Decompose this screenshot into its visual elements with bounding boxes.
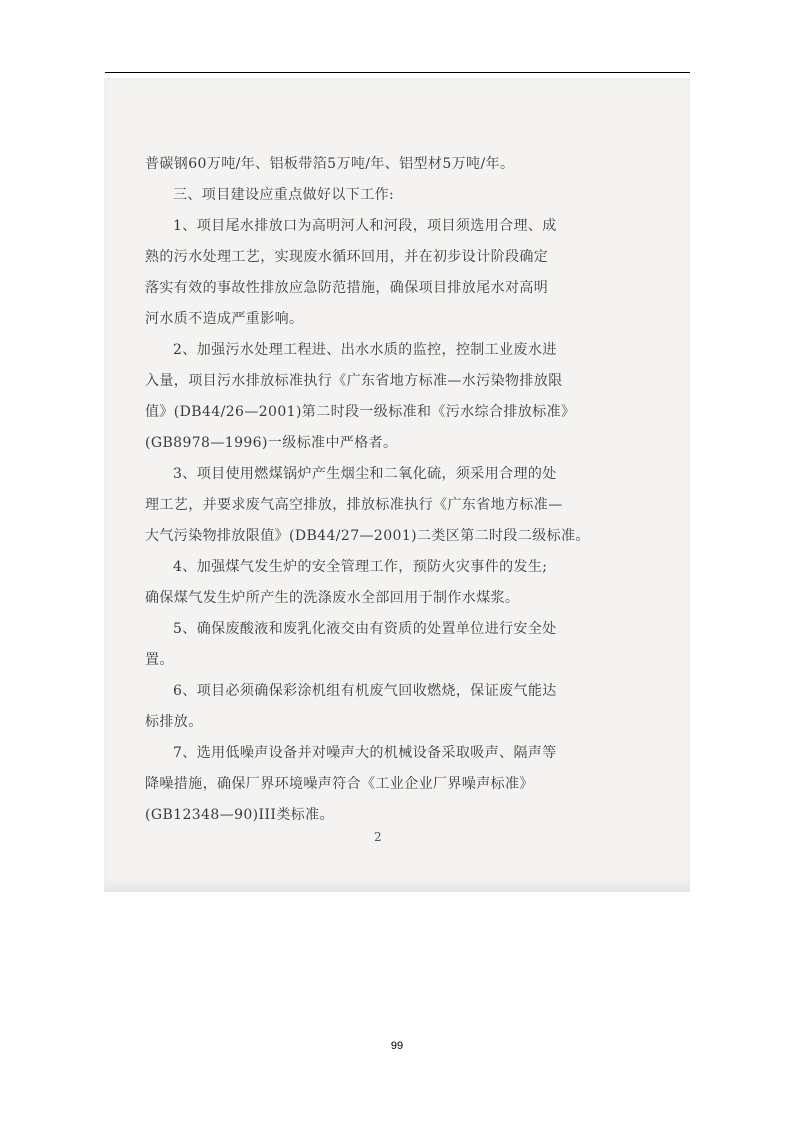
text-line: 3、项目使用燃煤锅炉产生烟尘和二氧化硫，须采用合理的处 [173, 466, 557, 482]
header-rule [105, 72, 690, 73]
text-line: 入量，项目污水排放标准执行《广东省地方标准—水污染物排放限 [145, 373, 563, 389]
text-line: 熟的污水处理工艺，实现废水循环回用，并在初步设计阶段确定 [145, 249, 549, 265]
scan-bottom-edge [104, 878, 690, 892]
text-line: 5、确保废酸液和废乳化液交由有资质的处置单位进行安全处 [173, 621, 557, 637]
text-line: 落实有效的事故性排放应急防范措施，确保项目排放尾水对高明 [145, 280, 549, 296]
text-line: (GB8978—1996)一级标准中严格者。 [145, 435, 398, 451]
text-line: 降噪措施，确保厂界环境噪声符合《工业企业厂界噪声标准》 [145, 776, 534, 792]
text-line: 理工艺，并要求废气高空排放，排放标准执行《广东省地方标准— [145, 497, 563, 513]
text-line: 标排放。 [145, 714, 203, 730]
text-line: (GB12348—90)III类标准。 [145, 807, 334, 823]
text-line: 河水质不造成严重影响。 [145, 311, 304, 327]
text-line: 7、选用低噪声设备并对噪声大的机械设备采取吸声、隔声等 [173, 745, 557, 761]
text-line: 确保煤气发生炉所产生的洗涤废水全部回用于制作水煤浆。 [145, 590, 520, 606]
page-number: 99 [390, 1040, 404, 1052]
text-line: 2、加强污水处理工程进、出水水质的监控，控制工业废水进 [173, 342, 557, 358]
text-line: 大气污染物排放限值》(DB44/27—2001)二类区第二时段二级标准。 [145, 528, 590, 544]
scanned-text-block [145, 149, 665, 831]
text-line: 普碳钢60万吨/年、铝板带箔5万吨/年、铝型材5万吨/年。 [145, 156, 515, 172]
section-heading: 三、项目建设应重点做好以下工作: [173, 187, 395, 203]
text-line: 1、项目尾水排放口为高明河人和河段，项目须选用合理、成 [173, 218, 557, 234]
scanned-document-image [104, 78, 690, 892]
text-line: 置。 [145, 652, 174, 668]
text-line: 值》(DB44/26—2001)第二时段一级标准和《污水综合排放标准》 [145, 404, 576, 420]
scan-page-number: 2 [374, 830, 382, 844]
text-line: 6、项目必须确保彩涂机组有机废气回收燃烧，保证废气能达 [173, 683, 557, 699]
text-line: 4、加强煤气发生炉的安全管理工作，预防火灾事件的发生; [173, 559, 548, 575]
